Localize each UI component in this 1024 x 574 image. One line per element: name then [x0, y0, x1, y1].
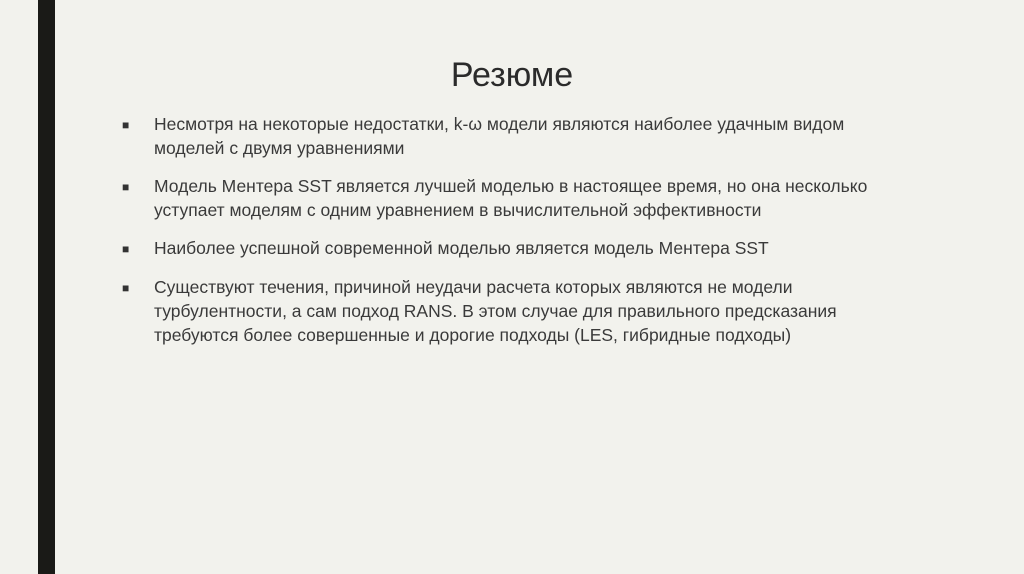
bullet-list [122, 112, 902, 361]
bullet-item [122, 174, 902, 222]
square-bullet-icon: ■ [122, 118, 130, 132]
bullet-item [122, 112, 902, 160]
bullet-text: Наиболее успешной современной моделью является модель Ментера SST [154, 238, 769, 258]
bullet-item [122, 275, 902, 347]
square-bullet-icon: ■ [122, 242, 130, 256]
square-bullet-icon: ■ [122, 180, 130, 194]
bullet-item [122, 236, 902, 261]
bullet-text: Существуют течения, причиной неудачи расчета которых являются не модели турбулентности, а сам подход RANS. В этом случае для правильного предсказания требуются более совершенные и дорогие подходы (LES, гибридные подходы) [154, 277, 837, 345]
slide-title: Резюме [450, 56, 574, 94]
bullet-text: Модель Ментера SST является лучшей моделью в настоящее время, но она несколько уступает моделям с одним уравнением в вычислительной эффективности [154, 176, 868, 220]
bullet-text: Несмотря на некоторые недостатки, k-ω модели являются наиболее удачным видом моделей с двумя уравнениями [154, 114, 845, 158]
square-bullet-icon: ■ [122, 281, 130, 295]
